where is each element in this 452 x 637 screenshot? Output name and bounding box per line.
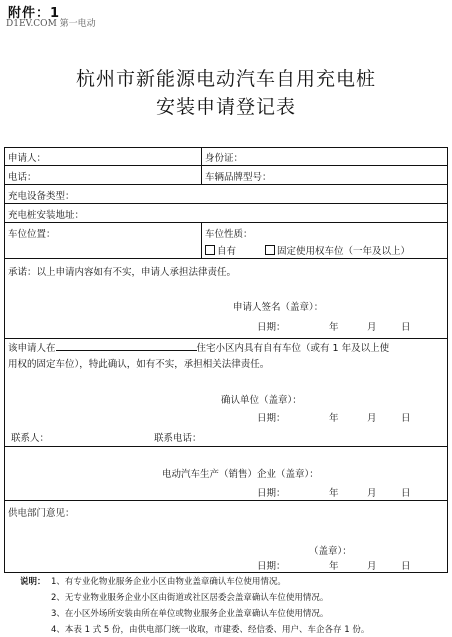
id-card-label: 身份证： bbox=[205, 153, 244, 164]
row-divider bbox=[4, 500, 447, 501]
day-label: 日 bbox=[401, 413, 411, 424]
parking-nature-label: 车位性质： bbox=[205, 229, 253, 240]
option-fixed[interactable] bbox=[265, 243, 410, 257]
row-divider bbox=[4, 203, 447, 204]
parking-location-label: 车位位置： bbox=[8, 229, 56, 240]
watermark bbox=[6, 16, 96, 29]
month-label: 月 bbox=[367, 488, 377, 499]
note-item: 2、无专业物业服务企业小区由街道或社区居委会盖章确认车位使用情况。 bbox=[51, 593, 329, 603]
month-label: 月 bbox=[367, 561, 377, 572]
applicant-label: 申请人： bbox=[8, 153, 47, 164]
date-label: 日期： bbox=[257, 488, 286, 499]
date-label: 日期： bbox=[257, 413, 286, 424]
year-label: 年 bbox=[329, 413, 339, 424]
attachment-label: 附件：1 bbox=[8, 6, 61, 21]
option-fixed-label: 固定使用权车位（一年及以上） bbox=[277, 246, 411, 257]
month-label: 月 bbox=[367, 322, 377, 333]
confirm-line2: 用权的固定车位），特此确认，如有不实，承担相关法律责任。 bbox=[8, 359, 270, 370]
day-label: 日 bbox=[401, 322, 411, 333]
form-title-line1: 杭州市新能源电动汽车自用充电桩 bbox=[75, 68, 376, 90]
community-name-blank[interactable] bbox=[56, 342, 197, 351]
manufacturer-label: 电动汽车生产（销售）企业（盖章）： bbox=[162, 469, 319, 480]
note-item: 3、在小区外场所安装由所在单位或物业服务企业盖章确认车位使用情况。 bbox=[51, 609, 329, 619]
note-item: 4、本表 1 式 5 份，由供电部门统一收取，市建委、经信委、用户、车企各存 1 份。 bbox=[51, 625, 370, 635]
row-divider bbox=[4, 184, 447, 185]
row-divider bbox=[4, 338, 447, 339]
install-address-label: 充电桩安装地址： bbox=[8, 210, 85, 221]
date-label: 日期： bbox=[257, 322, 286, 333]
vehicle-model-label: 车辆品牌型号： bbox=[205, 172, 272, 183]
row-divider bbox=[4, 258, 447, 259]
contact-label: 联系人： bbox=[11, 433, 50, 444]
year-label: 年 bbox=[329, 488, 339, 499]
checkbox-fixed[interactable] bbox=[265, 245, 275, 255]
confirm-prefix: 该申请人在 bbox=[8, 343, 56, 354]
notes-label: 说明： bbox=[20, 577, 46, 587]
commitment-text: 承诺：以上申请内容如有不实，申请人承担法律责任。 bbox=[8, 267, 237, 278]
confirm-unit-label: 确认单位（盖章）： bbox=[221, 395, 302, 406]
note-item: 1、有专业化物业服务企业小区由物业盖章确认车位使用情况。 bbox=[51, 577, 286, 587]
watermark-site: D1EV.COM bbox=[6, 19, 57, 29]
contact-phone-label: 联系电话： bbox=[154, 433, 202, 444]
month-label: 月 bbox=[367, 413, 377, 424]
applicant-signature-label: 申请人签名（盖章）： bbox=[233, 302, 324, 313]
row-divider bbox=[4, 165, 447, 166]
row-divider bbox=[4, 446, 447, 447]
date-label: 日期： bbox=[257, 561, 286, 572]
power-dept-label: 供电部门意见： bbox=[8, 508, 75, 519]
device-type-label: 充电设备类型： bbox=[8, 191, 75, 202]
watermark-name: 第一电动 bbox=[59, 19, 96, 29]
confirm-line1-rest: 住宅小区内具有自有车位（或有 1 年及以上使 bbox=[196, 343, 390, 354]
checkbox-own[interactable] bbox=[205, 245, 215, 255]
column-divider bbox=[201, 147, 202, 185]
row-divider bbox=[4, 222, 447, 223]
year-label: 年 bbox=[329, 561, 339, 572]
option-own[interactable] bbox=[205, 243, 236, 257]
confirm-line1 bbox=[8, 340, 389, 354]
year-label: 年 bbox=[329, 322, 339, 333]
option-own-label: 自有 bbox=[217, 246, 237, 257]
seal-label: （盖章）： bbox=[309, 546, 352, 557]
phone-label: 电话： bbox=[8, 172, 37, 183]
day-label: 日 bbox=[401, 488, 411, 499]
form-title-line2: 安装申请登记表 bbox=[155, 96, 296, 118]
column-divider bbox=[201, 222, 202, 258]
day-label: 日 bbox=[401, 561, 411, 572]
